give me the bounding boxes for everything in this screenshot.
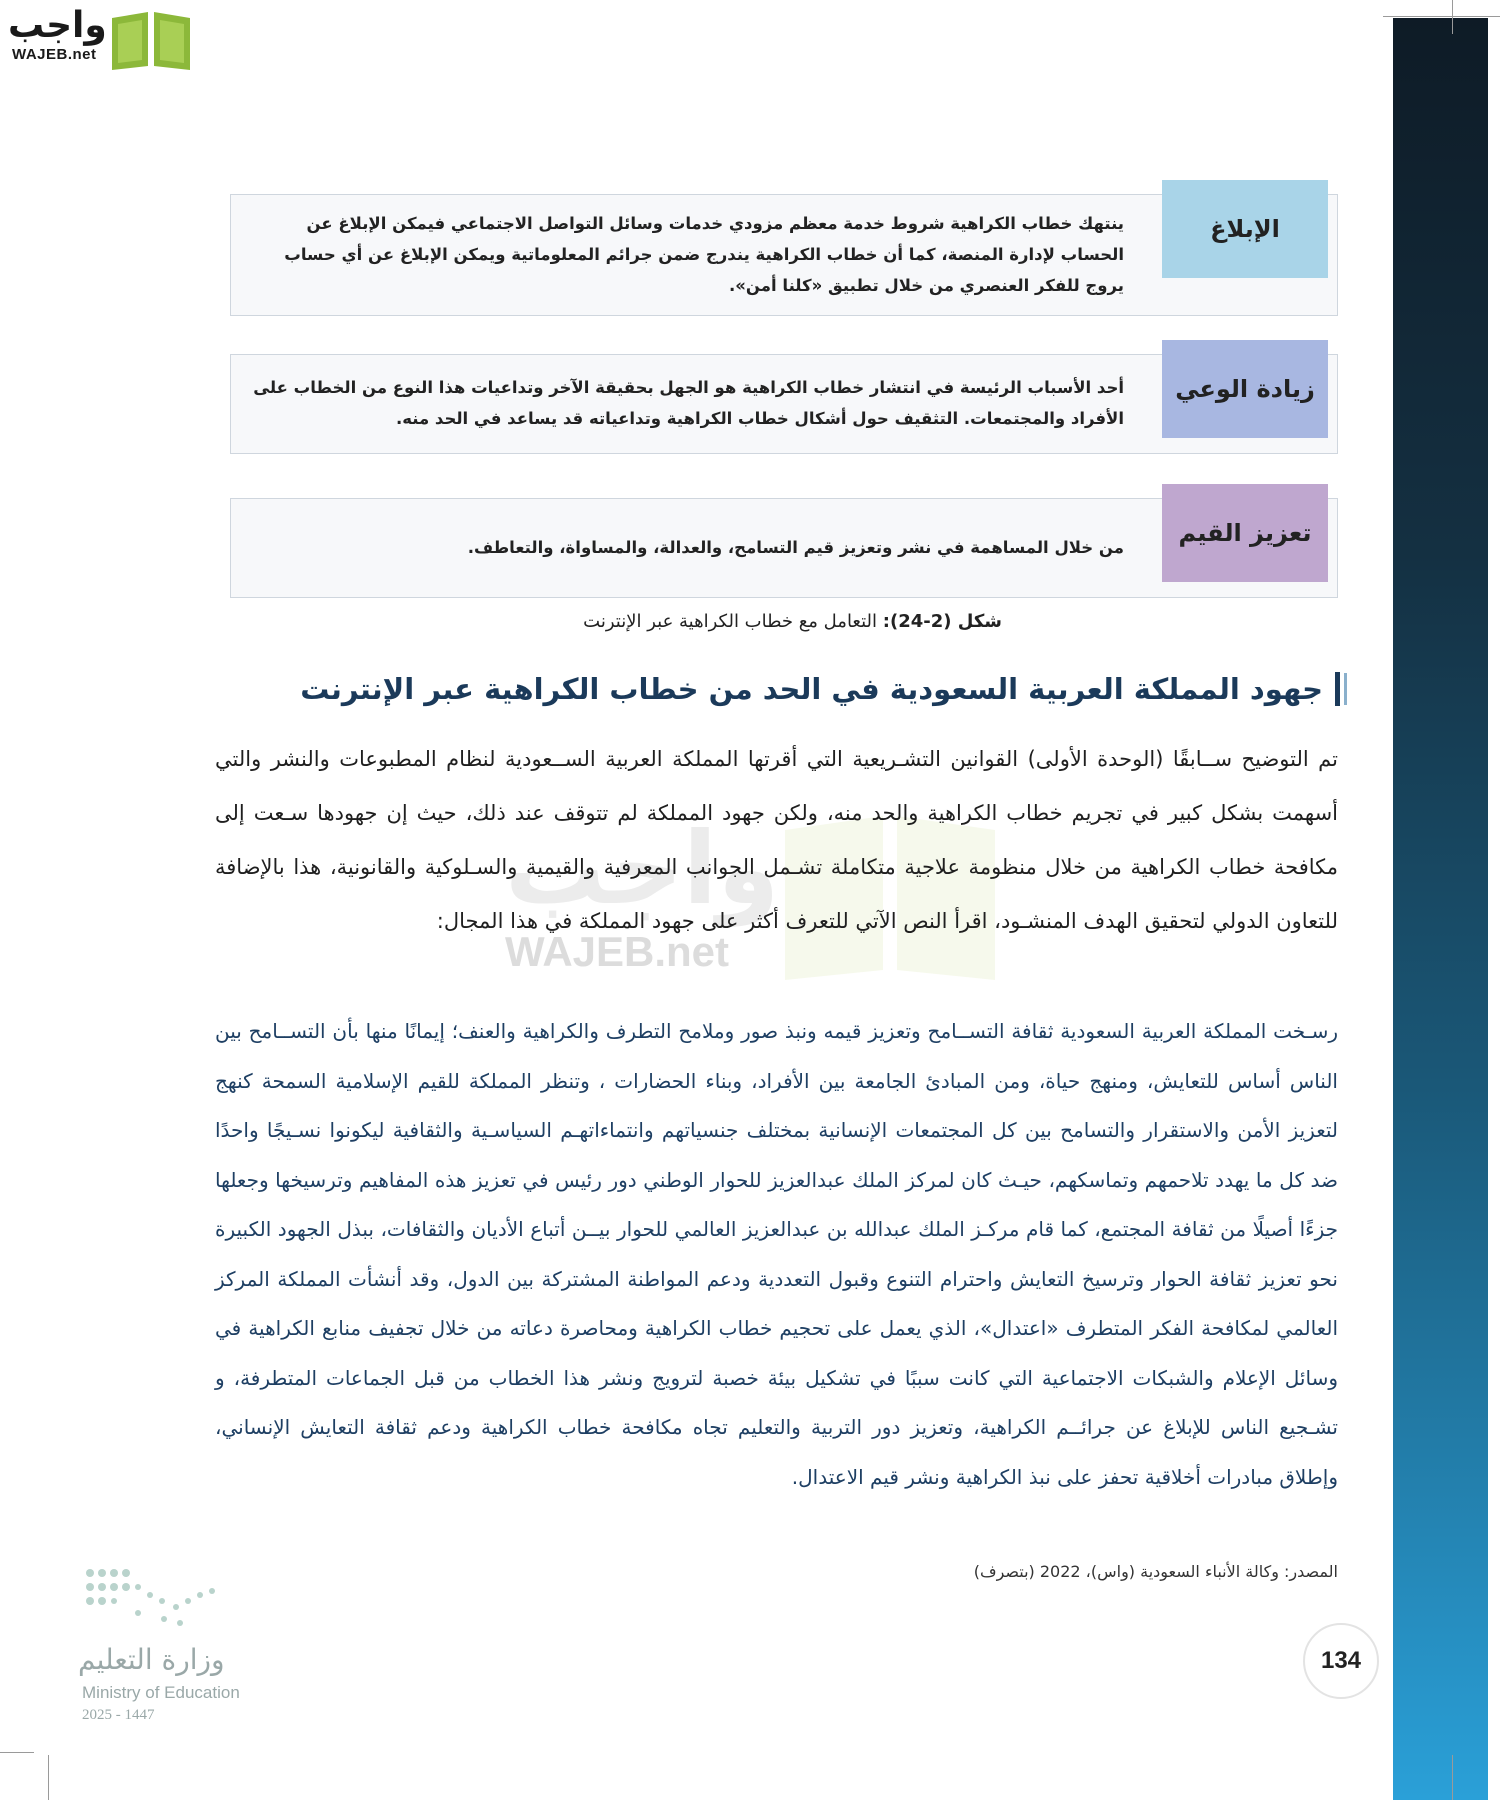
info-row-awareness: [230, 340, 1338, 455]
figure-caption: [230, 611, 1002, 641]
quote-paragraph: رسـخت المملكة العربية السعودية ثقافة التســامح وتعزيز قيمه ونبذ صور وملامح التطرف والكراهية والعنف؛ إيمانًا منها بأن التســامح بين الناس أساس للتعايش، ومنهج حياة، ومن المبادئ الجامعة بين الأفراد، وبناء الحضارات ، وتنظر المملكة للقيم الإسلامية السمحة كنهج لتعزيز الأمن والاستقرار والتسامح بين كل المجتمعات الإنسانية بمختلف جنسياتهم وانتماءاتهـم السياسـية والثقافية ليكونوا نسـيجًا واحدًا ضد كل ما يهدد تلاحمهم وتماسكهم، حيـث كان لمركز الملك عبدالعزيز للحوار الوطني دور رئيس في تعزيز هذه المفاهيم وترسيخها وجعلها جزءًا أصيلًا من ثقافة المجتمع، كما قام مركـز الملك عبدالله بن عبدالعزيز العالمي للحوار بيــن أتباع الأديان والثقافات، ببذل الجهود الكبيرة نحو تعزيز ثقافة الحوار وترسيخ التعايش واحترام التنوع وقبول التعددية ودعم المواطنة المشتركة بين الدول، وقد أنشأت المملكة المركز العالمي لمكافحة الفكر المتطرف «اعتدال»، الذي يعمل على تحجيم خطاب الكراهية ومحاصرة دعاته من خلال تجفيف منابع الكراهية في وسائل الإعلام والشبكات الاجتماعية التي كانت سببًا في تشكيل بيئة خصبة لترويج ونشر هذا الخطاب من قبل الجماعات المتطرفة، و تشـجيع الناس للإبلاغ عن جرائــم الكراهية، وتعزيز دور التربية والتعليم تجاه مكافحة خطاب الكراهية ودعم ثقافة التعايش الإنساني، وإطلاق مبادرات أخلاقية تحفز على نبذ الكراهية ونشر قيم الاعتدال.: [215, 1019, 1338, 1489]
source-citation: المصدر: وكالة الأنباء السعودية (واس)، 2022 (بتصرف): [973, 1562, 1338, 1581]
section-title-text: جهود المملكة العربية السعودية في الحد من خطاب الكراهية عبر الإنترنت: [300, 672, 1323, 706]
info-label-awareness: زيادة الوعي: [1162, 340, 1328, 438]
watermark-arabic: واجب: [505, 810, 780, 927]
ministry-year: 2025 - 1447: [82, 1707, 155, 1723]
crop-mark: [48, 1755, 49, 1800]
info-label-values: تعزيز القيم: [1162, 484, 1328, 582]
body-paragraph: تم التوضيح ســابقًا (الوحدة الأولى) القوانين التشـريعية التي أقرتها المملكة العربية الســعودية لنظام المطبوعات والنشر والتي أسهمت بشكل كبير في تجريم خطاب الكراهية والحد منه، ولكن جهود المملكة لم تتوقف عند ذلك، حيث إن جهودها سـعت إلى مكافحة خطاب الكراهية من خلال منظومة علاجية متكاملة تشـمل الجوانب المعرفية والقيمية والسـلوكية والقانونية، هذا بالإضافة للتعاون الدولي لتحقيق الهدف المنشـود، اقرأ النص الآتي للتعرف أكثر على جهود المملكة في هذا المجال:: [215, 747, 1338, 933]
logo-latin: WAJEB.net: [12, 46, 97, 63]
title-bar-icon: [1335, 672, 1340, 706]
info-row-values: [230, 484, 1338, 599]
crop-mark: [1452, 0, 1453, 34]
wajeb-logo: [8, 6, 188, 70]
info-text: من خلال المساهمة في نشر وتعزيز قيم التسامح، والعدالة، والمساواة، والتعاطف.: [467, 537, 1124, 557]
watermark-latin: WAJEB.net: [505, 928, 730, 975]
info-label-reporting: الإبلاغ: [1162, 180, 1328, 278]
ministry-dots-icon: [84, 1565, 224, 1635]
book-icon: [108, 8, 194, 70]
crop-mark: [1383, 16, 1500, 17]
info-text: أحد الأسباب الرئيسة في انتشار خطاب الكراهية هو الجهل بحقيقة الآخر وتداعيات هذا النوع من الخطاب على الأفراد والمجتمعات. التثقيف حول أشكال خطاب الكراهية وتداعياته قد يساعد في الحد منه.: [253, 378, 1124, 428]
section-title: [300, 666, 1340, 712]
crop-mark: [1452, 1755, 1453, 1800]
ministry-english: Ministry of Education: [82, 1683, 240, 1702]
ministry-logo: [78, 1565, 288, 1735]
logo-arabic: واجب: [8, 5, 107, 46]
ministry-arabic: وزارة التعليم: [78, 1643, 225, 1676]
info-text: ينتهك خطاب الكراهية شروط خدمة معظم مزودي خدمات وسائل التواصل الاجتماعي فيمكن الإبلاغ عن الحساب لإدارة المنصة، كما أن خطاب الكراهية يندرج ضمن جرائم المعلوماتية ويمكن الإبلاغ عن أي حساب يروج للفكر العنصري من خلال تطبيق «كلنا أمن».: [284, 213, 1124, 295]
page-number: 134: [1303, 1623, 1379, 1699]
crop-mark: [0, 1752, 34, 1753]
info-row-reporting: [230, 180, 1338, 315]
caption-text: التعامل مع خطاب الكراهية عبر الإنترنت: [583, 611, 883, 632]
caption-prefix: شكل (2-24):: [882, 611, 1002, 632]
side-color-strip: [1393, 18, 1488, 1800]
